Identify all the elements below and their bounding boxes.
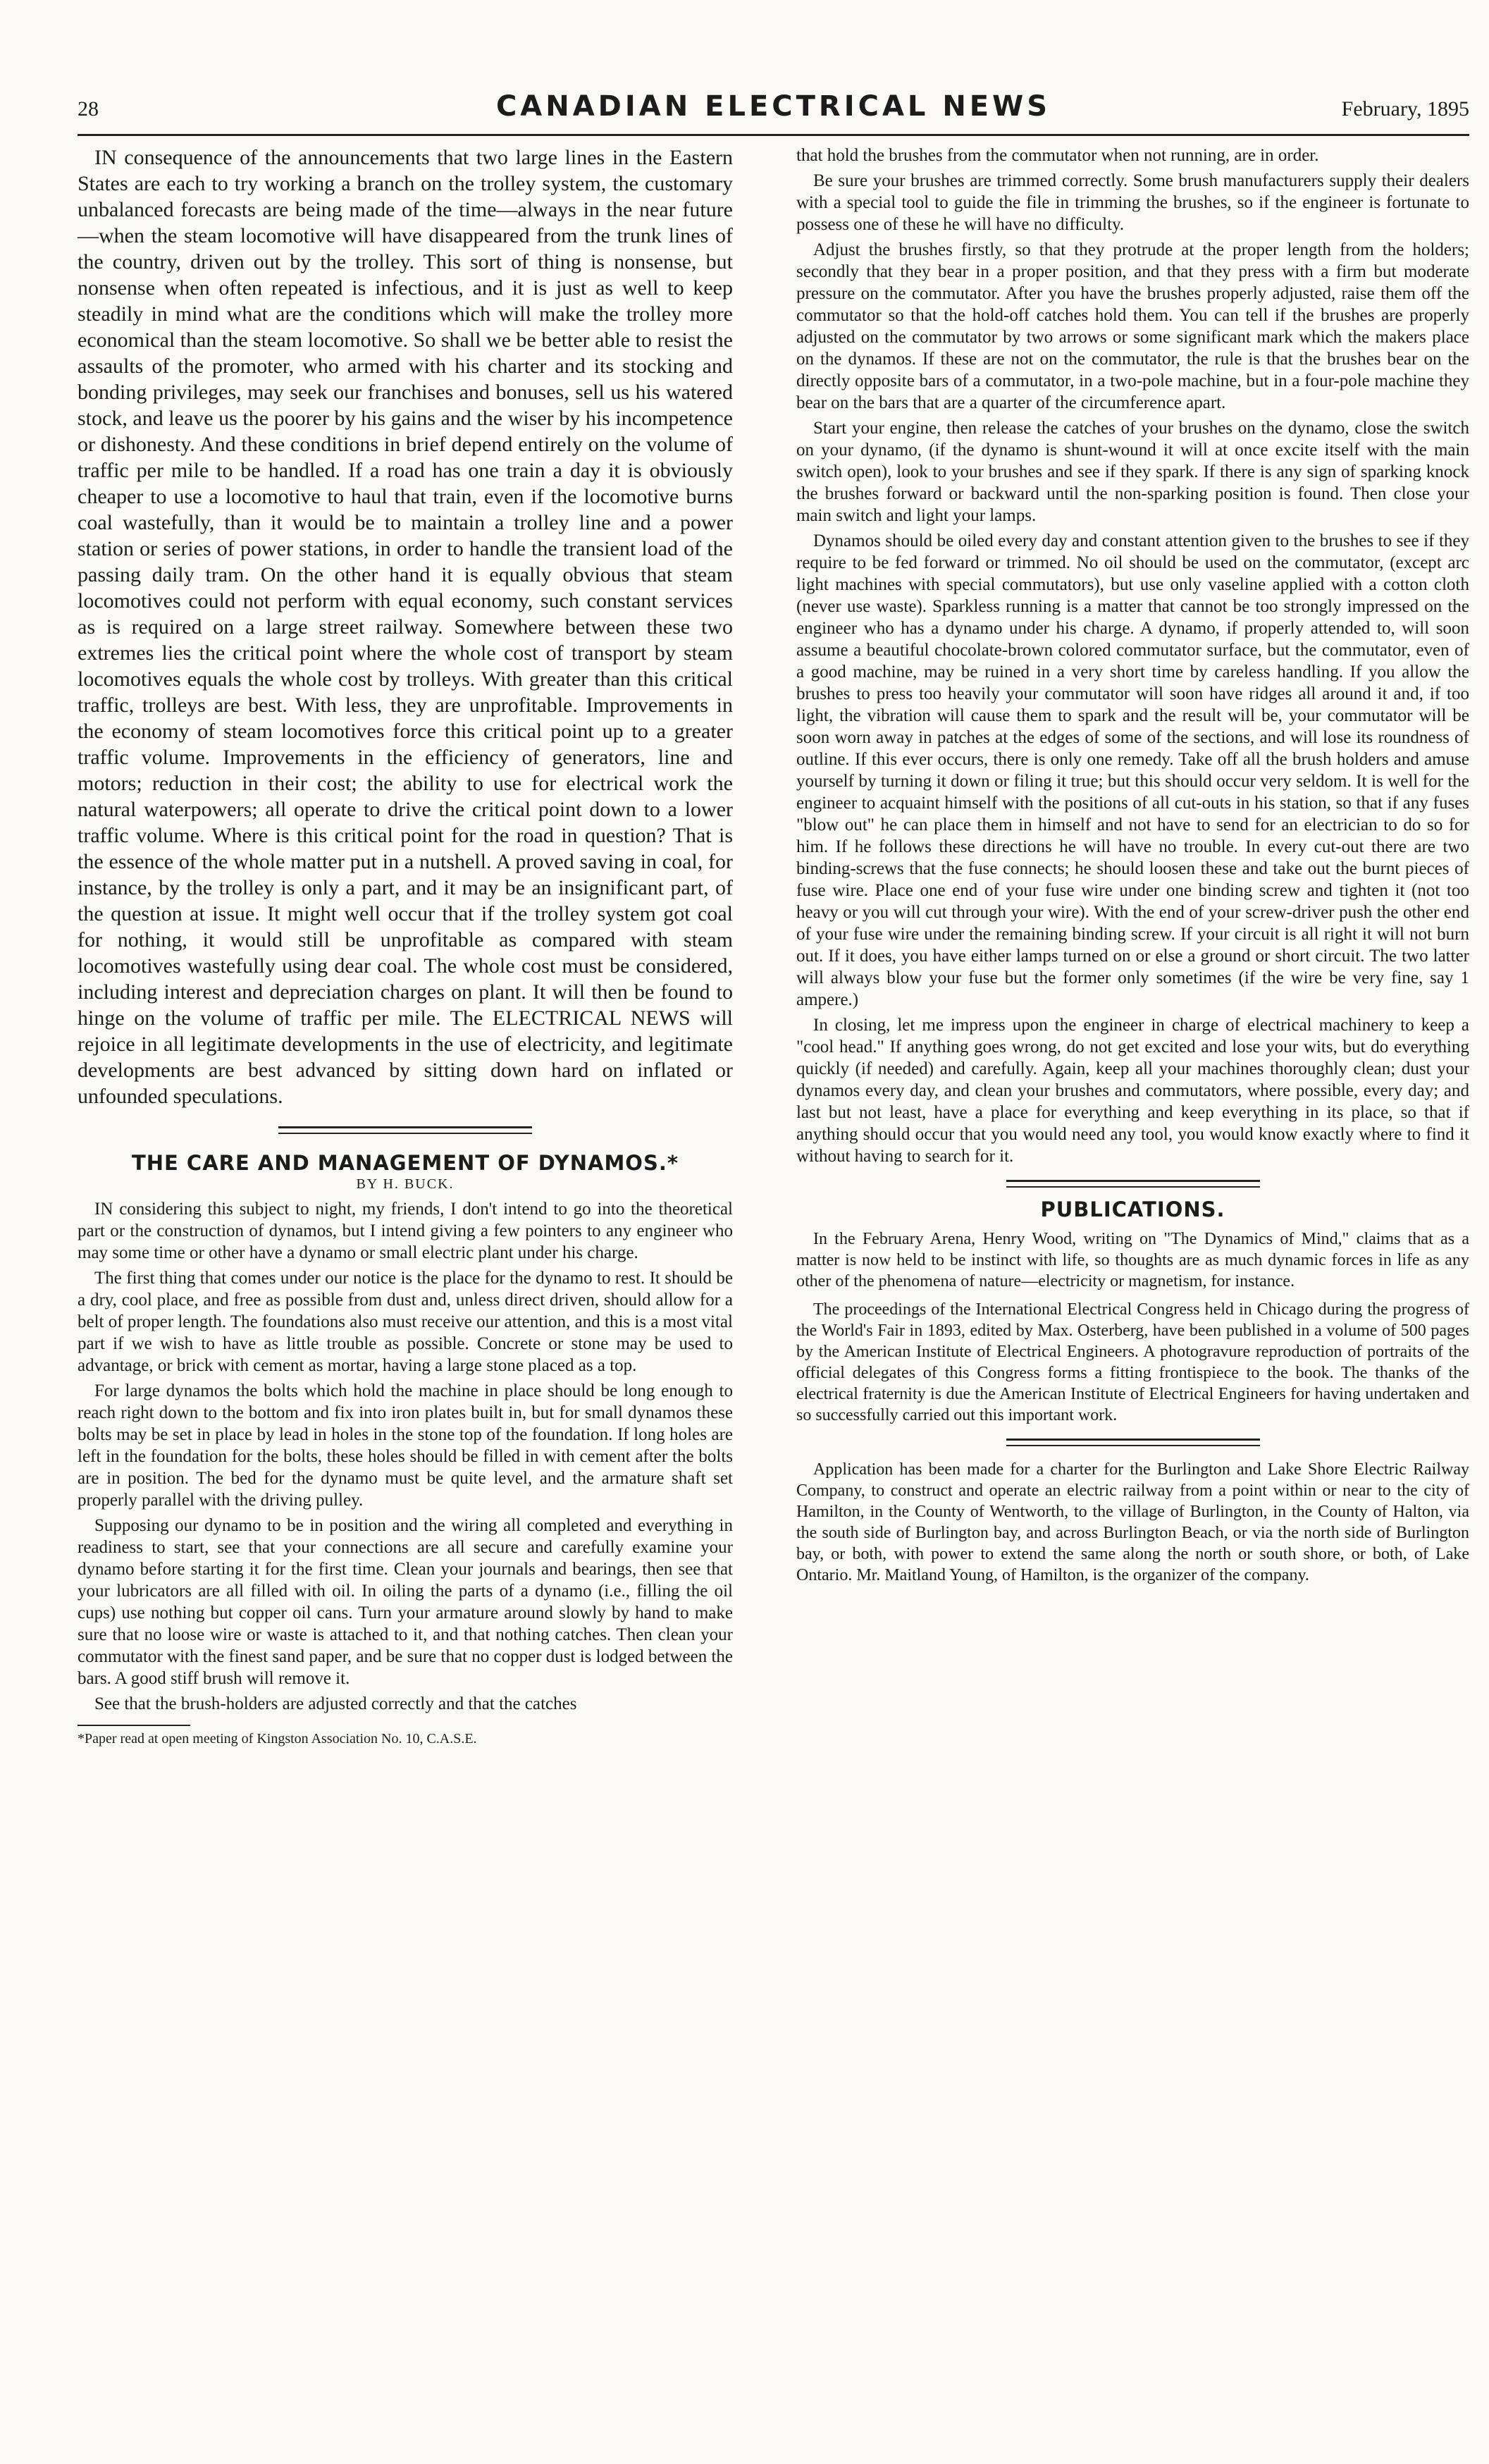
editorial-paragraph: IN consequence of the announcements that two large lines in the Eastern States are each to try working a branch on the trolley system, the customary unbalanced forecasts are being made of the time—always in the near future—when the steam locomotive will have disappeared from the trunk lines of the country, driven out by the trolley. This sort of thing is nonsense, but nonsense when often repeated is infectious, and it is just as well to keep steadily in mind what are the conditions which will make the trolley more economical than the steam locomotive. So shall we be better able to resist the assaults of the promoter, who armed with his charter and its stocking and bonding privileges, may seek our franchises and bonuses, sell us his watered stock, and leave us the poorer by his gains and the wiser by his incompetence or dishonesty. And these conditions in brief depend entirely on the volume of traffic per mile to be handled. If a road has one train a day it is obviously cheaper to use a locomotive to haul that train, even if the locomotive burns coal wastefully, than it would be to maintain a trolley line and a power station or series of power stations, in order to handle the transient load of the passing daily tram. On the other hand it is equally obvious that steam locomotives could not perform with equal economy, such constant services as is required on a large street railway. Somewhere between these two extremes lies the critical point where the whole cost of transport by steam locomotives equals the whole cost by trolleys. With greater than this critical traffic, trolleys are best. With less, they are unprofitable. Improvements in the economy of steam locomotives force this critical point up to a greater traffic volume. Improvements in the efficiency of generators, line and motors; reduction in their cost; the ability to use for electrical work the natural waterpowers; all operate to drive the critical point down to a lower traffic volume. Where is this critical point for the road in question? That is the essence of the whole matter put in a nutshell. A proved saving in coal, for instance, by the trolley is only a part, and it may be an insignificant part, of the question at issue. It might well occur that if the trolley system got coal for nothing, it would still be unprofitable as compared with steam locomotives wastefully using dear coal. The whole cost must be considered, including interest and depreciation charges on plant. It will then be found to hinge on the volume of traffic per mile. The ELECTRICAL NEWS will rejoice in all legitimate developments in the use of electricity, and legitimate developments are best advanced by sitting down hard on inflated or unfounded speculations. [78, 146, 733, 1108]
page-number: 28 [78, 97, 99, 121]
right-column [796, 144, 1469, 1593]
charter-notice [796, 1459, 1469, 1586]
publication-paragraph: In the February Arena, Henry Wood, writing on "The Dynamics of Mind," claims that as a matter is now held to be instinct with life, so thoughts are as much dynamic forces in life as any other of the phenomena of nature—electricity or magnetism, for instance. [796, 1230, 1469, 1290]
issue-date: February, 1895 [1341, 97, 1469, 121]
section-separator [1006, 1180, 1260, 1188]
footnote: *Paper read at open meeting of Kingston Association No. 10, C.A.S.E. [78, 1731, 477, 1747]
page-header [78, 90, 1469, 140]
article-paragraph: Start your engine, then release the catches of your brushes on the dynamo, close the switch on your dynamo, (if the dynamo is shunt-wound it will at once excite itself with the main switch open), look to your brushes and see if they spark. If there is any sign of sparking knock the brushes forward or backward until the non-sparking position is found. Then close your main switch and light your lamps. [796, 419, 1469, 525]
article-paragraph: Be sure your brushes are trimmed correctly. Some brush manufacturers supply their dealers with a special tool to guide the file in trimming the brushes, so if the engineer is fortunate to possess one of these he will have no difficulty. [796, 171, 1469, 234]
publications-title: PUBLICATIONS. [1040, 1197, 1225, 1221]
masthead-title: CANADIAN ELECTRICAL NEWS [495, 90, 1051, 123]
editorial-article [78, 144, 733, 1109]
notice-paragraph: Application has been made for a charter for the Burlington and Lake Shore Electric Railway Company, to construct and operate an electric railway from a point within or near to the city of Hamilton, in the County of Wentworth, to the village of Burlington, in the County of Halton, via the south side of Burlington bay, and across Burlington Beach, or via the north side of Burlington bay, or both, with power to extend the same along the north or south shore, or both, of Lake Ontario. Mr. Maitland Young, of Hamilton, is the organizer of the company. [796, 1460, 1469, 1584]
left-column [78, 144, 733, 1747]
article-paragraph: The first thing that comes under our notice is the place for the dynamo to rest. It should be a dry, cool place, and free as possible from dust and, unless direct driven, should allow for a belt of proper length. The foundations also must receive our attention, and this is a most vital part if we wish to have as little trouble as possible. Concrete or stone may be used to advantage, or brick with cement as mortar, having a large stone placed as a top. [78, 1269, 733, 1375]
header-rule [78, 134, 1469, 136]
article-paragraph: that hold the brushes from the commutator when not running, are in order. [796, 146, 1319, 165]
article-paragraph: IN considering this subject to night, my friends, I don't intend to go into the theoretical part or the construction of dynamos, but I intend giving a few pointers to any engineer who may some time or other have a dynamo or small electric plant under his charge. [78, 1200, 733, 1262]
dynamos-article-right [796, 144, 1469, 1167]
article-paragraph: Supposing our dynamo to be in position and the wiring all completed and everything in readiness to start, see that your connections are all secure and carefully examine your dynamo before starting it for the first time. Clean your journals and bearings, then see that your lubricators are all filled with oil. In oiling the parts of a dynamo (i.e., filling the oil cups) use nothing but copper oil cans. Turn your armature around slowly by hand to make sure that no loose wire or waste is attached to it, and that nothing catches. Then clean your commutator with the finest sand paper, and be sure that no copper dust is lodged between the bars. A good stiff brush will remove it. [78, 1516, 733, 1688]
article-paragraph: For large dynamos the bolts which hold the machine in place should be long enough to reach right down to the bottom and fix into iron plates built in, but for small dynamos these bolts may be set in place by lead in holes in the stone top of the foundation. If long holes are left in the foundation for the bolts, these holes should be filled in with cement after the bolts are in position. The bed for the dynamo must be quite level, and the armature shaft set properly parallel with the driving pulley. [78, 1381, 733, 1510]
article-paragraph: See that the brush-holders are adjusted correctly and that the catches [94, 1694, 577, 1713]
dynamos-article-left [78, 1198, 733, 1715]
article-paragraph: Dynamos should be oiled every day and constant attention given to the brushes to see if they require to be fed forward or trimmed. No oil should be used on the commutator, (except arc light machines with special commutators), but use only vaseline applied with a cotton cloth (never use waste). Sparkless running is a matter that cannot be too strongly impressed on the engineer who has a dynamo under his charge. A dynamo, if properly attended to, will soon assume a beautiful chocolate-brown colored commutator surface, but the commutator, even of a good machine, may be ruined in a very short time by careless handling. If you allow the brushes to press too heavily your commutator will soon have ridges all around it and, if too light, the vibration will cause them to spark and the result will be, your commutator will be soon worn away in patches at the edges of some of the sections, and will lose its roundness of outline. If this ever occurs, there is only one remedy. Take off all the brush holders and amuse yourself by turning it down or filing it true; but this should occur very seldom. It is well for the engineer to acquaint himself with the positions of all cut-outs in his station, so that if any fuses "blow out" he can place them in himself and not have to send for an electrician to do so for him. If he follows these directions he will have no trouble. In every cut-out there are two binding-screws that the fuse connects; he should loosen these and take out the burnt pieces of fuse wire. Place one end of your fuse wire under one binding screw and tighten it (not too heavy or you will cut through your wire). With the end of your screw-driver push the other end of your fuse wire under the remaining binding screw. If your circuit is all right it will not burn out. If it does, you have either lamps turned on or else a ground or short circuit. The two latter will always blow your fuse but the former only sometimes (if the wire be very fine, say 1 ampere.) [796, 531, 1469, 1009]
article-paragraph: Adjust the brushes firstly, so that they protrude at the proper length from the holders; secondly that they bear in a proper position, and that they press with a firm but moderate pressure on the commutator. After you have the brushes properly adjusted, raise them off the commutator so that the hold-off catches hold them. You can tell if the brushes are properly adjusted on the commutator by two arrows or some significant mark which the makers place on the dynamos. If these are not on the commutator, the rule is that the brushes bear on the directly opposite bars of a commutator, in a two-pole machine, but in a four-pole machine they bear on the bars that are a quarter of the circumference apart. [796, 240, 1469, 412]
section-separator [278, 1126, 532, 1134]
article-paragraph: In closing, let me impress upon the engineer in charge of electrical machinery to keep a "cool head." If anything goes wrong, do not get excited and lose your wits, but do everything quickly (if needed) and carefully. Again, keep all your machines thoroughly clean; dust your dynamos every day, and clean your brushes and commutators, where possible, every day; and last but not least, have a place for everything and keep everything in its place, so that if anything should occur that you would need any tool, you would know exactly where to find it without having to search for it. [796, 1016, 1469, 1166]
section-separator [1006, 1439, 1260, 1446]
publications-section [796, 1228, 1469, 1426]
dynamos-article-title: THE CARE AND MANAGEMENT OF DYNAMOS.* [131, 1151, 679, 1175]
footnote-rule [78, 1725, 190, 1726]
dynamos-article-byline: BY H. BUCK. [356, 1176, 455, 1192]
publication-paragraph: The proceedings of the International Electrical Congress held in Chicago during the progress of the World's Fair in 1893, edited by Max. Osterberg, have been published in a volume of 500 pages by the American Institute of Electrical Engineers. A photogravure reproduction of portraits of the official delegates of this Congress forms a fitting frontispiece to the book. The thanks of the electrical fraternity is due the American Institute of Electrical Engineers for having undertaken and so successfully carried out this important work. [796, 1300, 1469, 1424]
